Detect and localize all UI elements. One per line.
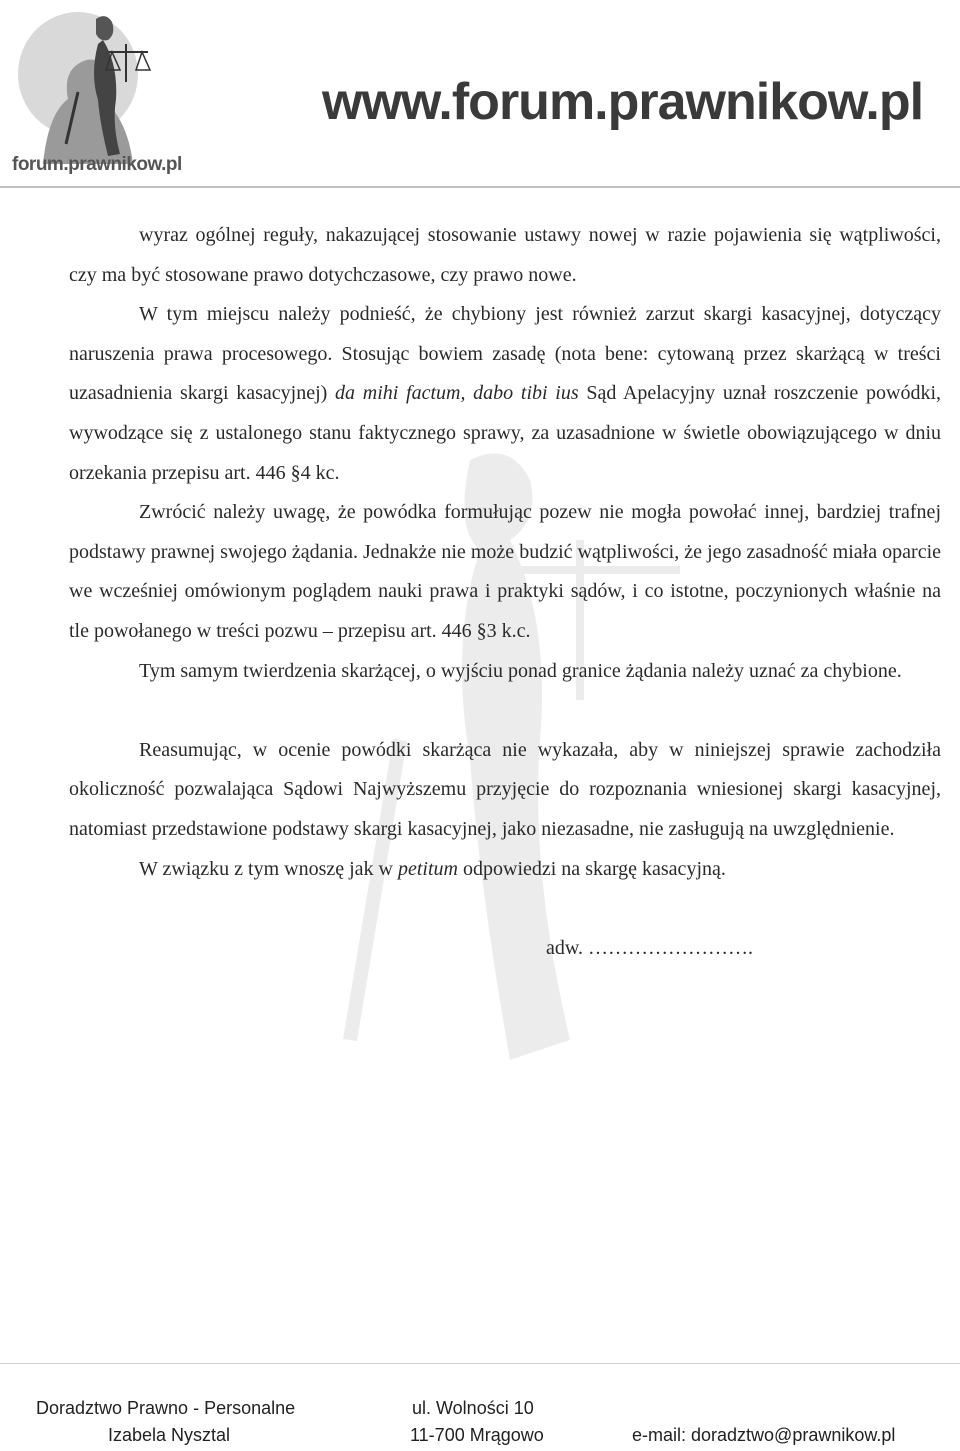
signature-line: adw. ……………………. <box>546 936 754 959</box>
page-footer <box>0 1398 960 1451</box>
paragraph-2-text-a: W tym miejscu należy podnieść, że chybiony jest również zarzut skargi kasacyjnej, dotyczący naruszenia prawa procesowego. Stosując bowiem zasadę (nota bene: cytowaną przez skarżącą w treści uzasadnienia skargi kasacyjnej) <box>69 303 941 405</box>
logo-caption: forum.prawnikow.pl <box>12 154 182 175</box>
latin-maxim: da mihi factum, dabo tibi ius <box>335 382 579 405</box>
paragraph-6 <box>69 850 941 890</box>
petitum-term: petitum <box>398 857 458 880</box>
paragraph-6-text-a: W związku z tym wnoszę jak w <box>139 857 398 880</box>
footer-person-name: Izabela Nysztal <box>108 1425 231 1445</box>
paragraph-4: Tym samym twierdzenia skarżącej, o wyjściu ponad granice żądania należy uznać za chybione. <box>139 659 902 682</box>
page-header <box>0 0 960 190</box>
footer-email: e-mail: doradztwo@prawnikow.pl <box>632 1425 896 1445</box>
paragraph-6-text-b: odpowiedzi na skargę kasacyjną. <box>458 857 726 880</box>
paragraph-2 <box>69 295 941 493</box>
paragraph-5: Reasumując, w ocenie powódki skarżąca nie wykazała, aby w niniejszej sprawie zachodziła okoliczność pozwalająca Sądowi Najwyższemu przyjęcie do rozpoznania wniesionej skargi kasacyjnej, natomiast przedstawione podstawy skargi kasacyjnej, jako niezasadne, nie zasługują na uwzględnienie. <box>69 738 941 840</box>
document-body <box>69 216 941 968</box>
paragraph-1: wyraz ogólnej reguły, nakazującej stosowanie ustawy nowej w razie pojawienia się wątpliwości, czy ma być stosowane prawo dotychczasowe, czy prawo nowe. <box>69 224 941 286</box>
paragraph-3: Zwrócić należy uwagę, że powódka formułując pozew nie mogła powołać innej, bardziej trafnej podstawy prawnej swojego żądania. Jednakże nie może budzić wątpliwości, że jego zasadność miała oparcie we wcześniej omówionym poglądem nauki prawa i praktyki sądów, i co istotne, poczynionych właśnie na tle powołanego w treści pozwu – przepisu art. 446 §3 k.c. <box>69 501 941 642</box>
site-url-banner: www.forum.prawnikow.pl <box>322 73 924 131</box>
footer-divider <box>0 1363 960 1364</box>
paragraph-2-text-b: Sąd Apelacyjny uznał roszczenie powódki, wywodzące się z ustalonego stanu faktycznego sprawy, za uzasadnione w świetle obowiązującego w dniu orzekania przepisu art. 446 §4 kc. <box>69 382 941 484</box>
justice-statue-logo-icon <box>8 4 188 169</box>
footer-company-name: Doradztwo Prawno - Personalne <box>36 1398 296 1418</box>
footer-street: ul. Wolności 10 <box>412 1398 534 1418</box>
header-divider <box>0 186 960 188</box>
footer-city: 11-700 Mrągowo <box>410 1425 544 1445</box>
